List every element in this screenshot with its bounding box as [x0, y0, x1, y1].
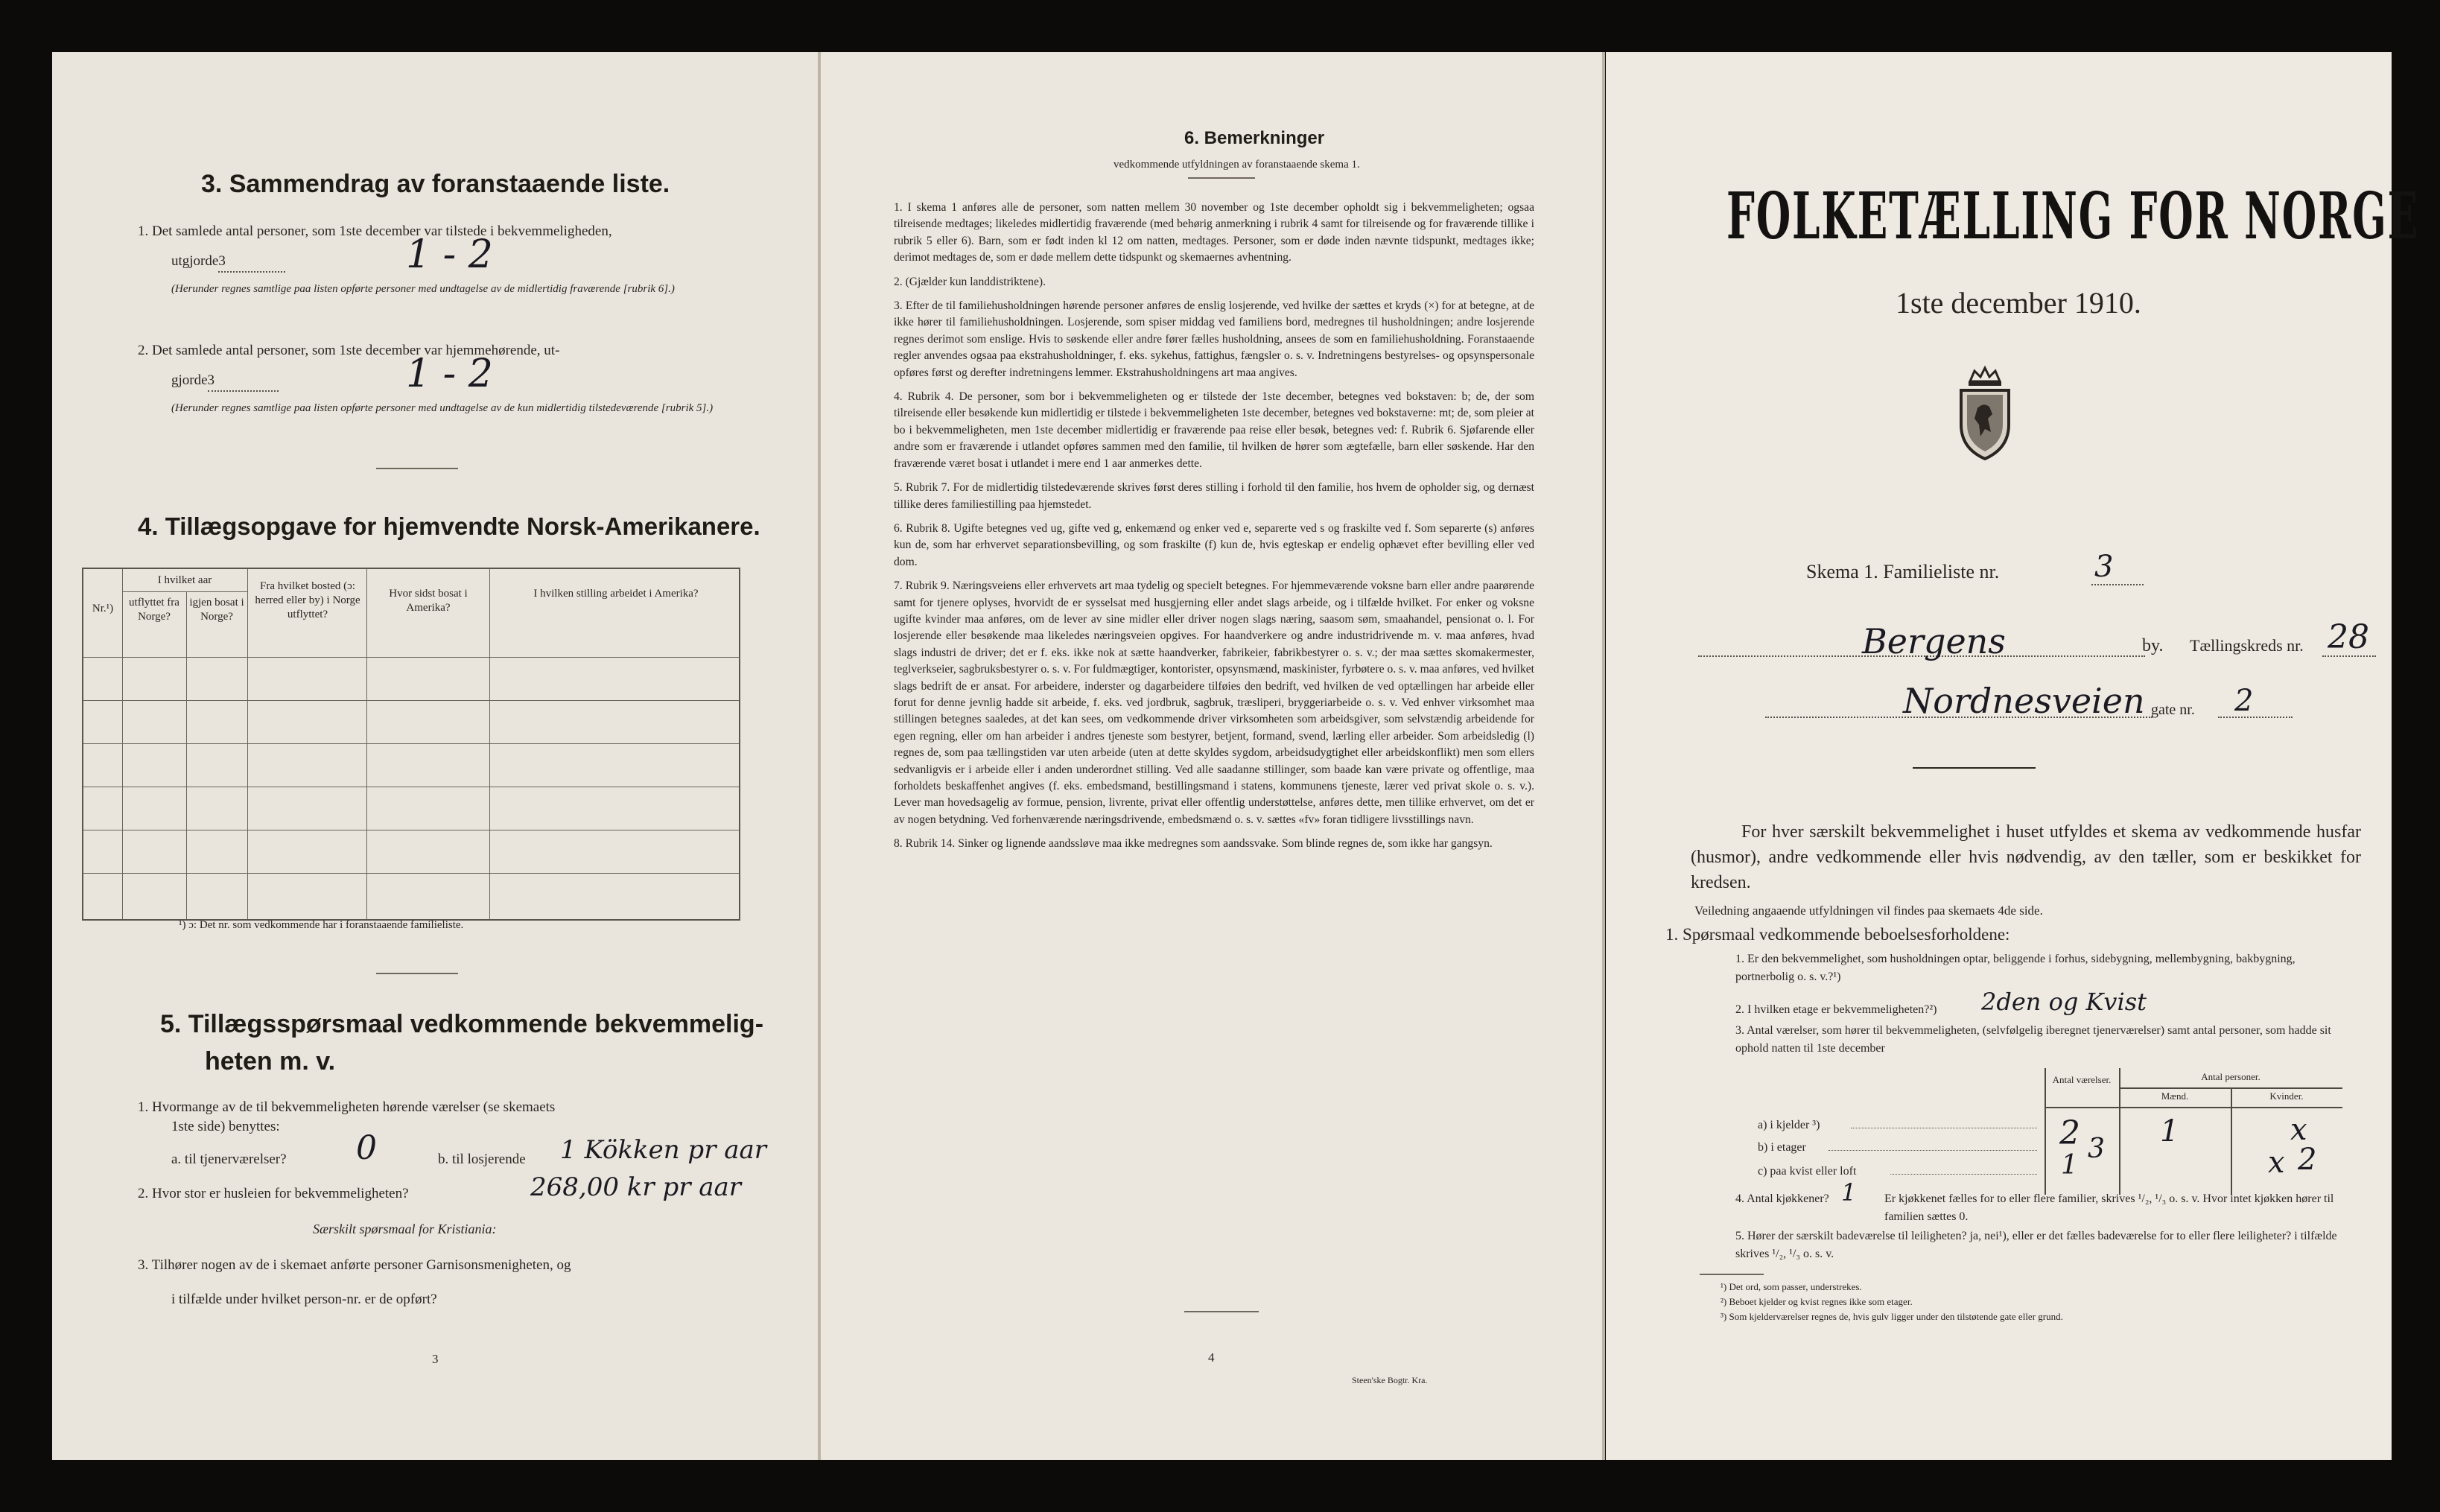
table-line — [2119, 1087, 2342, 1089]
s3-item1-note: (Herunder regnes samtlige paa listen opførte personer med undtagelse av de midlertidig fraværende [rubrik 6].) — [171, 283, 675, 295]
remarks-subheading: vedkommende utfyldningen av foranstaaende skema 1. — [1113, 159, 1360, 171]
table-column-line — [186, 591, 187, 919]
remark-6: 6. Rubrik 8. Ugifte betegnes ved ug, gifte ved g, enkemænd og enker ved e, separerte ved s og fraskilte ved f. Som separerte (s) anføres kun de, som har erhvervet separationsbevilling, og som fraskilte (f) kun de, hvis egteskap er endelig ophævet efter bevilling eller ved dom. — [894, 521, 1534, 568]
page-number: 4 — [1208, 1350, 1215, 1365]
divider — [1700, 1274, 1764, 1275]
cell-maend-etager: 1 — [2160, 1114, 2179, 1149]
cell-vaerelser-kvist: 1 — [2061, 1150, 2078, 1181]
document-title: FOLKETÆLLING FOR NORGE — [1726, 179, 2420, 254]
q1-1-text: 1. Er den bekvemmelighet, som husholdningen optar, beliggende i forhus, sidebygning, mellembygning, bakbygning, portnerbolig o. s. v.?¹) — [1735, 953, 2296, 983]
gate-nr-line — [2218, 717, 2293, 718]
q1-4-value: 1 — [1841, 1178, 1857, 1207]
s3-item2-printed-value: 3 — [207, 372, 215, 388]
gate-nr-value: 2 — [2234, 684, 2254, 718]
th-bosted: Fra hvilket bosted (ɔ: herred eller by) i Norge utflyttet? — [255, 580, 360, 620]
th-igjen: igjen bosat i Norge? — [189, 597, 244, 623]
table-column-line — [122, 569, 123, 919]
page-number: 3 — [432, 1352, 439, 1366]
table-column-line — [247, 569, 248, 919]
q1-2-label: 2. I hvilken etage er bekvemmeligheten?²) — [1735, 1003, 1937, 1016]
table-row-line — [83, 873, 739, 874]
s3-item2-text: 2. Det samlede antal personer, som 1ste december var hjemmehørende, ut- — [138, 343, 560, 358]
s3-item2-utgjorde: gjorde3 — [171, 371, 279, 392]
printer-mark: Steen'ske Bogtr. Kra. — [1352, 1375, 1428, 1385]
table-row-line — [83, 657, 739, 658]
divider — [1913, 767, 2036, 769]
norsk-amerikaner-table — [82, 568, 740, 921]
s5-q1b-label: b. til losjerende — [438, 1152, 526, 1167]
veiledning-text: Veiledning angaaende utfyldningen vil findes paa skemaets 4de side. — [1694, 903, 2043, 918]
q1-3-text: 3. Antal værelser, som hører til bekvemmeligheten, (selvfølgelig iberegnet tjenerværelser) samt antal personer, som hadde sit ophold natten til 1ste december — [1735, 1024, 2331, 1055]
cell-kvinder-etager: x — [2290, 1113, 2307, 1147]
s4-footnote: ¹) ɔ: Det nr. som vedkommende har i foranstaaende familieliste. — [179, 919, 464, 931]
table-row-line — [122, 591, 247, 592]
skema-label: Skema 1. Familieliste nr. — [1806, 561, 2000, 582]
table-column-line — [366, 569, 367, 919]
kreds-line — [2322, 655, 2376, 657]
kreds-label: Tællingskreds nr. — [2190, 636, 2304, 655]
s5-q3-line2: i tilfælde under hvilket person-nr. er de opført? — [171, 1292, 437, 1307]
s5-q1b-value: 1 Kökken pr aar — [560, 1135, 767, 1165]
dwell-row-a: a) i kjelder ³) — [1758, 1119, 1820, 1131]
remark-2: 2. (Gjælder kun landdistriktene). — [894, 275, 1046, 288]
s5-q2-value: 268,00 kr pr aar — [530, 1172, 742, 1202]
th-vaerelser: Antal værelser. — [2052, 1074, 2112, 1085]
th-stilling: I hvilken stilling arbeidet i Amerika? — [533, 588, 699, 600]
s5-q1-line2: 1ste side) benyttes: — [171, 1119, 280, 1134]
dwelling-table — [2045, 1068, 2342, 1187]
dwell-row-c-dots — [1890, 1174, 2037, 1175]
footnote-2: ²) Beboet kjelder og kvist regnes ikke som etager. — [1721, 1296, 1913, 1307]
q1-5-text: 5. Hører der særskilt badeværelse til leiligheten? ja, nei¹), eller er det fælles badeværelse for to eller flere leiligheter? i tilfælde skrives ¹/₂, ¹/₃ o. s. v. — [1735, 1230, 2337, 1260]
gate-label: gate nr. — [2151, 702, 2195, 718]
q1-2-value: 2den og Kvist — [1981, 988, 2147, 1016]
q1-4-label: 4. Antal kjøkkener? — [1735, 1192, 1829, 1205]
dwell-row-b: b) i etager — [1758, 1141, 1806, 1154]
remark-1: 1. I skema 1 anføres alle de personer, som natten mellem 30 november og 1ste december opholdt sig i bekvemmeligheten; ogsaa tilreisende medtages; likeledes midlertidig fraværende (med behørig anmerkning i rubrik 4 samt for tilreisende og for fraværende tillike i rubrik 5 eller 6). Barn, som er født inden kl 12 om natten, medtages. Personer, som er døde inden nævnte tidspunkt, medtages ikke; derimot medtages de, som er døde mellem dette tidspunkt og skemaernes avhentning. — [894, 201, 1534, 264]
s5-q1-line1: 1. Hvormange av de til bekvemmeligheten hørende værelser (se skemaets — [138, 1099, 556, 1115]
cell-maend-kvist: x — [2268, 1146, 2285, 1180]
cell-kvinder-kvist: 2 — [2298, 1143, 2317, 1177]
familieliste-nr-line — [2091, 584, 2144, 585]
th-personer: Antal personer. — [2201, 1071, 2261, 1082]
by-value: Bergens — [1862, 621, 2006, 661]
remarks-body — [894, 200, 1534, 853]
table-column-line — [489, 569, 490, 919]
intro-text: For hver særskilt bekvemmelighet i huset utfyldes et skema av vedkommende husfar (husmor), andre vedkommende eller hvis nødvendig, av den tæller, som er beskikket for kredsen. — [1691, 822, 2361, 892]
divider — [1188, 177, 1255, 179]
cell-vaerelser-sum: 3 — [2088, 1134, 2105, 1164]
s5-q1a-label: a. til tjenerværelser? — [171, 1152, 287, 1167]
table-line — [2045, 1107, 2342, 1108]
page-fold — [1602, 52, 1605, 1460]
s3-item2-note: (Herunder regnes samtlige paa listen opførte personer med undtagelse av de kun midlertidig tilstedeværende [rubrik 5].) — [171, 402, 714, 414]
table-row-line — [83, 743, 739, 744]
section5-heading-line2: heten m. v. — [205, 1047, 336, 1076]
familieliste-nr-value: 3 — [2094, 550, 2114, 584]
footnote-1: ¹) Det ord, som passer, understrekes. — [1721, 1281, 1862, 1292]
section4-heading: 4. Tillægsopgave for hjemvendte Norsk-Amerikanere. — [138, 512, 760, 540]
section3-heading: 3. Sammendrag av foranstaaende liste. — [201, 170, 670, 198]
s5-q1a-value: 0 — [356, 1129, 377, 1167]
s5-kristiania-label: Særskilt spørsmaal for Kristiania: — [313, 1222, 497, 1236]
s3-item1-text: 1. Det samlede antal personer, som 1ste december var tilstede i bekvemmeligheden, — [138, 223, 612, 239]
by-label: by. — [2142, 636, 2164, 655]
divider — [376, 973, 458, 974]
th-kvinder: Kvinder. — [2269, 1090, 2304, 1102]
divider — [376, 468, 458, 469]
page-fold — [818, 52, 821, 1460]
th-nr: Nr.¹) — [92, 603, 114, 614]
remarks-heading: 6. Bemerkninger — [1184, 128, 1325, 148]
table-line — [2231, 1087, 2232, 1195]
gate-value: Nordnesveien — [1903, 681, 2145, 721]
s3-item1-handwritten: 1 - 2 — [406, 232, 493, 277]
table-line — [2045, 1068, 2046, 1195]
remark-8: 8. Rubrik 14. Sinker og lignende aandssløve maa ikke medregnes som aandssvake. Som blinde regnes de, som ikke har gangsyn. — [894, 837, 1493, 851]
th-sidst: Hvor sidst bosat i Amerika? — [389, 588, 468, 614]
table-row-line — [83, 700, 739, 701]
remark-3: 3. Efter de til familiehusholdningen hørende personer anføres de enslig losjerende, ved hvilke der sættes et kryds (×) for at betegne, at de ikke hører til familiehusholdningen. Losjerende, som spiser middag ved familiens bord, medregnes til husholdningen; andre losjerende regnes derimot som enslige. Hvis to søskende eller andre fører fælles husholdning, ansees de som en familiehusholdning. Foranstaaende regler anvendes ogsaa paa ekstrahusholdninger, f. eks. sykehus, fattighus, fængsler o. s. v. Indretningens bestyrelses- og opsynspersonale opføres først og derefter indretningens lemmer. Ekstrahusholdningens art maa angives. — [894, 299, 1534, 379]
dwell-row-c: c) paa kvist eller loft — [1758, 1165, 1857, 1178]
coat-of-arms-icon — [1955, 365, 2015, 462]
s5-q2-label: 2. Hvor stor er husleien for bekvemmeligheten? — [138, 1186, 409, 1201]
cell-vaerelser-etager: 2 — [2059, 1114, 2080, 1152]
th-year-group: I hvilket aar — [157, 574, 212, 586]
dwell-row-b-dots — [1829, 1150, 2037, 1151]
th-maend: Mænd. — [2161, 1090, 2189, 1102]
remark-5: 5. Rubrik 7. For de midlertidig tilstedeværende skrives først deres stilling i forhold til den familie, hos hvem de opholder sig, og dernæst tillike deres familiestilling paa hjemstedet. — [894, 481, 1534, 511]
q1-heading: 1. Spørsmaal vedkommende beboelsesforholdene: — [1665, 925, 2010, 944]
footnote-3: ³) Som kjelderværelser regnes de, hvis gulv ligger under den tilstøtende gate eller grund. — [1721, 1311, 2063, 1322]
s3-item1-printed-value: 3 — [218, 253, 226, 269]
remark-7: 7. Rubrik 9. Næringsveiens eller erhvervets art maa tydelig og specielt betegnes. For hjemmeværende voksne barn eller andre paarørende samt for tjenere oplyses, hvorvidt de er sysselsat med husgjerning eller andet slags arbeide, og i tilfælde hvilket. For enker og voksne ugifte kvinder maa anføres, om de lever av sine midler eller driver nogen slags næring, saasom søm, smaahandel, pensionat o. l. For losjerende eller besøkende maa likeledes næringsveien opgives. For haandverkere og andre industridrivende m. v. maa anføres, hvad slags industri de driver; det er f. eks. ikke nok at sætte haandverker, fabrikeier, fabrikbestyrer o. s. v.; der maa sættes skomakermester, teglverkseier, sagbruksbestyrer o. s. v. For fuldmægtiger, kontorister, opsynsmænd, maskinister, fyrbøtere o. s. v. maa anføres, ved hvilket slags bedrift de er ansat. For arbeidere, inderster og dagarbeidere tilføies den bedrift, ved hvilken de ved optællingen har arbeide eller forut for denne jevnlig hadde sit arbeide, f. eks. ved jordbruk, sagbruk, træsliperi, bryggeriarbeide o. s. v. Ved enhver virksomhet maa stillingen betegnes saaledes, at det kan sees, om vedkommende driver virksomheten som arbeidsgiver, som selvstændig arbeidende for egen regning, eller om han arbeider i andres tjeneste som bestyrer, betjent, formand, svend, lærling eller arbeider. Som arbeidsledig (l) regnes de, som paa tællingstiden var uten arbeide (uten at dette skyldes sygdom, arbeidsudygtighet eller arbeidskonflikt) men som ellers sedvanligvis er i arbeide eller i anden underordnet stilling. Ved alle saadanne stillinger, som baade kan være private og offentlige, maa forholdets beskaffenhet angives (f. eks. embedsmand, bestillingsmand i statens, kommunens tjeneste, lærer ved privat skole o. s. v.). Lever man hovedsagelig av formue, pension, livrente, privat eller offentlig understøttelse, anføres dette, men tillike erhvervet, om det er av nogen betydning. Ved forhenværende næringsdrivende, embedsmænd o. s. v. sættes «fv» foran tidligere livsstillings navn. — [894, 579, 1534, 826]
s3-item2-handwritten: 1 - 2 — [406, 352, 493, 396]
section5-heading-line1: 5. Tillægsspørsmaal vedkommende bekvemmelig- — [160, 1010, 764, 1038]
kreds-value: 28 — [2328, 618, 2369, 656]
census-date: 1ste december 1910. — [1896, 286, 2141, 320]
s5-q3-line1: 3. Tilhører nogen av de i skemaet anførte personer Garnisonsmenigheten, og — [138, 1257, 571, 1273]
divider — [1184, 1311, 1259, 1312]
s3-item1-utgjorde: utgjorde3 — [171, 252, 285, 273]
th-utflyttet: utflyttet fra Norge? — [129, 597, 179, 623]
q1-4-rest: Er kjøkkenet fælles for to eller flere familier, skrives ¹/₂, ¹/₃ o. s. v. Hvor intet kjøkken hører til familien sættes 0. — [1884, 1192, 2334, 1223]
remark-4: 4. Rubrik 4. De personer, som bor i bekvemmeligheten og er tilstede der 1ste december, betegnes ved bokstaven: b; de, der som tilreisende eller besøkende kun midlertidig er tilstede i bekvemmeligheten 1ste december, betegnes ved bokstaverne: mt; de, som pleier at bo i bekvemmeligheten, men 1ste december midlertidig er fraværende paa reise eller besøk, betegnes ved: f. Rubrik 6. Sjøfarende eller andre som er fraværende i utlandet opføres sammen med den familie, til hvilken de hører som ægtefælle, barn eller søskende. Har den fraværende været bosat i utlandet i mere end 1 aar anmerkes dette. — [894, 390, 1534, 470]
